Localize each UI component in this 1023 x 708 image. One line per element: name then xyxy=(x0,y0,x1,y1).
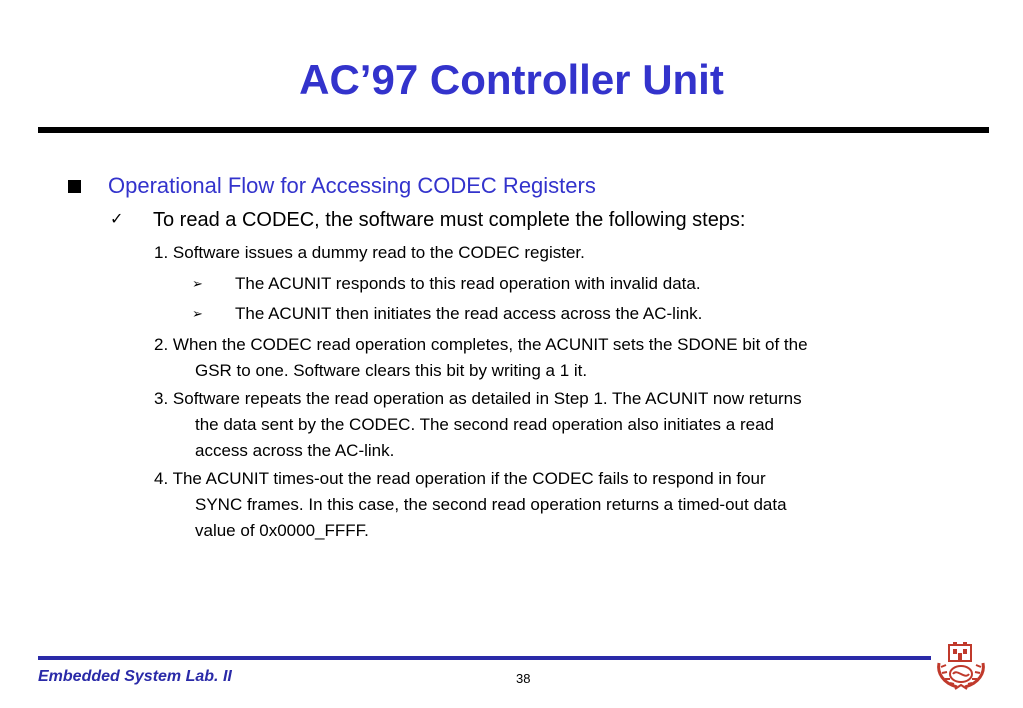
step-3-line-3: access across the AC-link. xyxy=(195,441,395,460)
step-2-line-1: 2. When the CODEC read operation completes, the ACUNIT sets the SDONE bit of the xyxy=(154,335,808,354)
step-4-line-3: value of 0x0000_FFFF. xyxy=(195,521,369,540)
step-2-line-2: GSR to one. Software clears this bit by writing a 1 it. xyxy=(195,361,588,380)
slide-title: AC’97 Controller Unit xyxy=(299,56,724,103)
level1-bullet-text: Operational Flow for Accessing CODEC Registers xyxy=(108,173,596,198)
page-number: 38 xyxy=(516,671,531,686)
university-logo-icon xyxy=(933,641,989,693)
level2-bullet-text: To read a CODEC, the software must complete the following steps: xyxy=(153,209,746,231)
step-3-line-2: the data sent by the CODEC. The second read operation also initiates a read xyxy=(195,415,774,434)
step-1-line-1: 1. Software issues a dummy read to the CODEC register. xyxy=(154,243,585,262)
step-1-sub-1-text: The ACUNIT responds to this read operation with invalid data. xyxy=(235,274,701,293)
step-4-line-1: 4. The ACUNIT times-out the read operation if the CODEC fails to respond in four xyxy=(154,469,766,488)
footer-divider xyxy=(38,656,931,660)
check-mark-icon: ✓ xyxy=(110,211,124,228)
footer-lab-name: Embedded System Lab. II xyxy=(38,668,232,685)
step-2 xyxy=(154,332,974,384)
square-bullet-icon xyxy=(68,180,81,193)
step-3 xyxy=(154,386,974,464)
title-divider xyxy=(38,127,989,133)
arrow-bullet-icon: ➢ xyxy=(192,276,203,291)
step-3-line-1: 3. Software repeats the read operation as detailed in Step 1. The ACUNIT now returns xyxy=(154,389,802,408)
step-4 xyxy=(154,466,974,544)
step-1 xyxy=(154,240,974,266)
step-4-line-2: SYNC frames. In this case, the second read operation returns a timed-out data xyxy=(195,495,787,514)
arrow-bullet-icon: ➢ xyxy=(192,306,203,321)
step-1-sub-2-text: The ACUNIT then initiates the read access across the AC-link. xyxy=(235,304,703,323)
